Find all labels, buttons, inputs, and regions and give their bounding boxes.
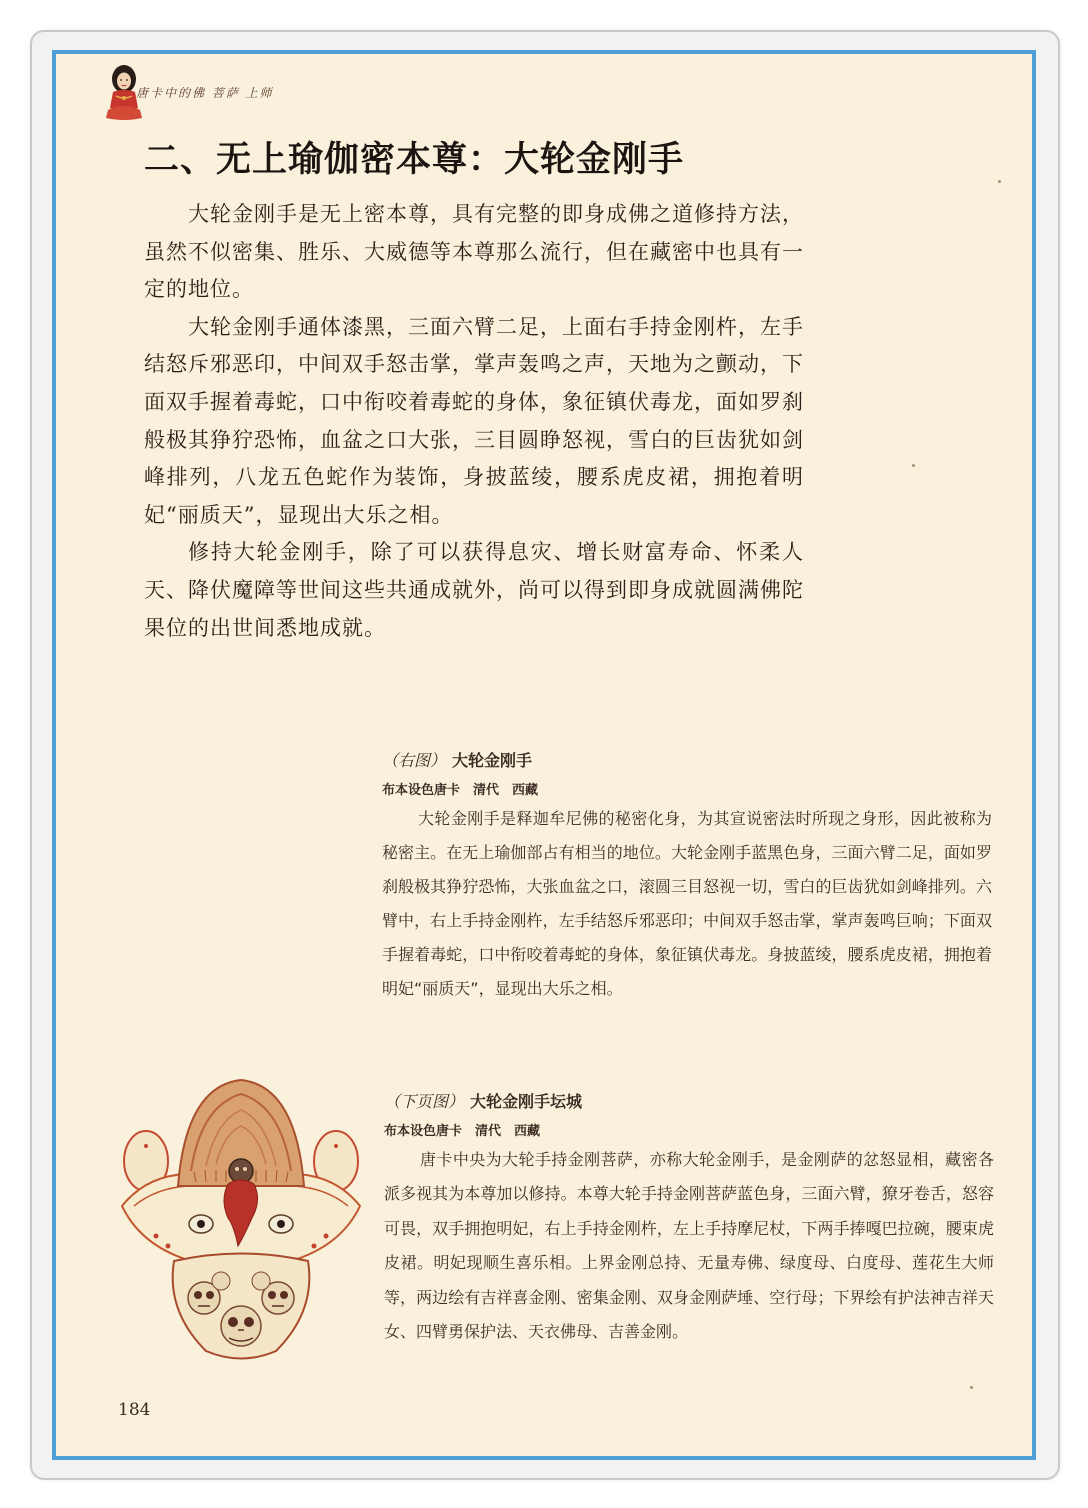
caption-body: 大轮金刚手是释迦牟尼佛的秘密化身，为其宣说密法时所现之身形，因此被称为秘密主。在无上瑜伽部占有相当的地位。大轮金刚手蓝黑色身，三面六臂二足，面如罗刹般极其狰狞恐怖，大张血盆之口，滚圆三目怒视一切，雪白的巨齿犹如剑峰排列。六臂中，右上手持金刚杵，左手结怒斥邪恶印；中间双手怒击掌，掌声轰鸣巨响；下面双手握着毒蛇，口中衔咬着毒蛇的身体，象征镇伏毒龙。身披蓝绫，腰系虎皮裙，拥抱着明妃“丽质天”，显现出大乐之相。 (382, 809, 992, 998)
paper-speck (970, 1386, 973, 1389)
caption-body: 唐卡中央为大轮手持金刚菩萨，亦称大轮金刚手，是金刚萨的忿怒显相，藏密各派多视其为本尊加以修持。本尊大轮手持金刚菩萨蓝色身，三面六臂，獠牙卷舌，怒容可畏，双手拥抱明妃，右上手持金刚杵，左上手持摩尼杖，下两手捧嘎巴拉碗，腰束虎皮裙。明妃现顺生喜乐相。上界金刚总持、无量寿佛、绿度母、白度母、莲花生大师等，两边绘有吉祥喜金刚、密集金刚、双身金刚萨埵、空行母；下界绘有护法神吉祥天女、四臂勇保护法、天衣佛母、吉善金刚。 (384, 1150, 994, 1342)
caption-heading (384, 1089, 994, 1112)
caption-heading (382, 748, 992, 771)
main-body-text (144, 196, 804, 647)
caption-medium: 布本设色唐卡 清代 西藏 (382, 783, 539, 798)
caption-tag: （下页图） (384, 1092, 465, 1111)
kapala-skull-cup-illustration (116, 1076, 366, 1366)
caption-next-page-image (384, 1089, 994, 1349)
running-header: 唐卡中的佛 菩萨 上师 (136, 86, 274, 100)
caption-tag: （右图） (382, 751, 447, 770)
body-paragraph: 大轮金刚手是无上密本尊，具有完整的即身成佛之道修持方法，虽然不似密集、胜乐、大威德等本尊那么流行，但在藏密中也具有一定的地位。 (144, 202, 804, 302)
body-paragraph: 修持大轮金刚手，除了可以获得息灾、增长财富寿命、怀柔人天、降伏魔障等世间这些共通成就外，尚可以得到即身成就圆满佛陀果位的出世间悉地成就。 (144, 540, 804, 640)
page-number: 184 (118, 1400, 151, 1420)
body-paragraph: 大轮金刚手通体漆黑，三面六臂二足，上面右手持金刚杵，左手结怒斥邪恶印，中间双手怒击掌，掌声轰鸣之声，天地为之颤动，下面双手握着毒蛇，口中衔咬着毒蛇的身体，象征镇伏毒龙，面如罗刹般极其狰狞恐怖，血盆之口大张，三目圆睁怒视，雪白的巨齿犹如剑峰排列，八龙五色蛇作为装饰，身披蓝绫，腰系虎皮裙，拥抱着明妃“丽质天”，显现出大乐之相。 (144, 314, 804, 527)
caption-title: 大轮金刚手坛城 (470, 1092, 583, 1111)
caption-medium: 布本设色唐卡 清代 西藏 (384, 1124, 541, 1139)
caption-title: 大轮金刚手 (452, 751, 533, 770)
book-page (52, 50, 1036, 1460)
section-title: 二、无上瑜伽密本尊：大轮金刚手 (144, 139, 685, 180)
paper-speck (912, 464, 915, 467)
caption-right-image (382, 748, 992, 1006)
paper-speck (998, 180, 1001, 183)
